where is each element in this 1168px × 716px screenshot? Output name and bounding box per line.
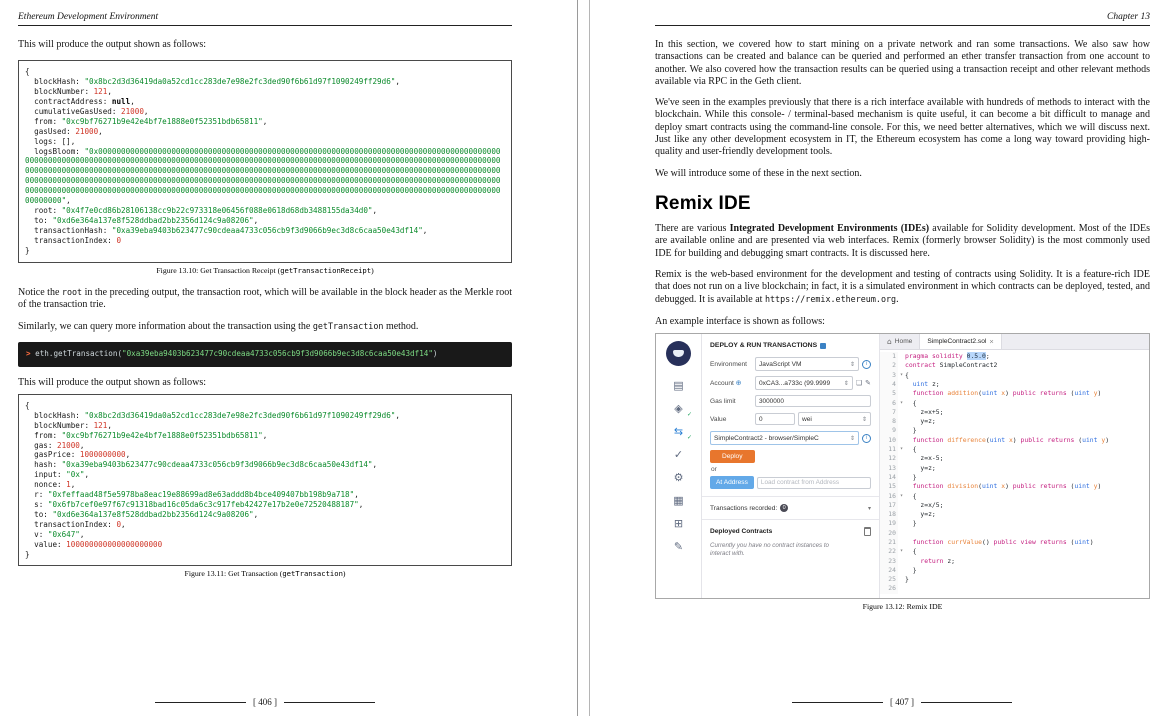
page-number-left xyxy=(155,697,375,707)
code-editor xyxy=(880,334,1149,598)
debugger-icon[interactable]: ⚙ xyxy=(673,471,684,485)
paragraph-produce-output-2: This will produce the output shown as follows: xyxy=(18,376,207,388)
editor-code-area[interactable]: 1 pragma solidity 0.5.0; 2 contract SimpleContract2 3 ▾ { 4 uint z; 5 function addition(uint x) public returns (uint y) 6 ▾ { 7 z=x+5; 8 y=z; 9 } 10 function difference(uint x) public returns (uint y) 11 ▾ { 12 z=x-5; 13 y=z; 14 } 15 function division(uint x) public returns (uint y) 16 ▾ { 17 z=x/5; 18 y=z; 19 } 20 21 function currValue() public view returns (uint) 22 ▾ { 23 return z; 24 } 25 } 26 xyxy=(880,350,1149,598)
figure-caption-13-12: Figure 13.12: Remix IDE xyxy=(862,602,943,612)
at-address-button[interactable]: At Address xyxy=(710,476,754,489)
page-number-text: [ 406 ] xyxy=(253,697,277,707)
value-label: Value xyxy=(710,415,727,423)
running-header-right: Chapter 13 xyxy=(655,12,1150,26)
panel-title-text: DEPLOY & RUN TRANSACTIONS xyxy=(710,342,818,350)
deployed-contracts-header xyxy=(710,527,871,536)
account-label-wrap xyxy=(710,379,752,387)
close-icon[interactable]: × xyxy=(989,337,994,347)
paragraph-similarly: Similarly, we can query more information about the transaction using the getTransaction method. xyxy=(18,321,419,333)
paragraph-produce-output-1: This will produce the output shown as follows: xyxy=(18,39,207,50)
value-input[interactable] xyxy=(755,413,795,425)
settings-icon[interactable]: ✎ xyxy=(673,540,684,554)
remix-logo xyxy=(666,341,691,366)
paragraph-example-interface: An example interface is shown as follows: xyxy=(655,315,825,327)
environment-select[interactable] xyxy=(755,357,859,371)
page-gutter-line xyxy=(577,0,578,716)
remix-icon-sidebar xyxy=(656,334,702,598)
paragraph-section-summary: In this section, we covered how to start mining on a private network and ran some transactions. We also saw how transactions can be created and balance can be queried and performed an ether transfer transaction from one account to another. We also covered how the transaction results can be queried using a transaction receipt and other relevant methods available via RPC in the Geth client. xyxy=(655,39,1150,87)
footer-rule xyxy=(921,702,1012,703)
solidity-compiler-icon[interactable]: ◈ ✓ xyxy=(674,402,692,419)
copy-account-icon[interactable]: ❏ xyxy=(855,379,863,388)
remix-ide-heading: Remix IDE xyxy=(655,192,751,214)
plugin-box-icon xyxy=(820,343,826,349)
account-label: Account xyxy=(710,380,734,388)
unit-testing-icon[interactable]: ✓ xyxy=(673,448,684,462)
paragraph-remix-description: Remix is the web-based environment for the development and testing of contracts using Solidity. It is a feature-rich IDE that does not run on a live blockchain; in fact, it is a simulated environment in which contracts can be deployed, tested, and debugged. It is available at https://remix.ethereum.org. xyxy=(655,268,1150,306)
create-account-icon[interactable]: ⊕ xyxy=(735,380,742,388)
at-address-input[interactable] xyxy=(757,477,871,489)
tab-simplecontract2[interactable] xyxy=(920,334,1001,349)
account-value: 0xCA3...a733c (99.9999 xyxy=(759,379,831,387)
updown-arrows-icon: ⇕ xyxy=(843,380,849,387)
paragraph-rich-interface: We've seen in the examples previously that there is a rich interface available with hundreds of methods to interact with the blockchain. While this console- / terminal-based mechanism is quite useful, it can become a bit difficult to manage and deploy smart contracts using the command-line console. For this, we need better alternatives, which we will discuss next. Just like any other development ecosystem in IT, the Ethereum ecosystem has come a long way toward providing high-quality and user-friendly development tools. xyxy=(655,97,1150,158)
info-icon[interactable]: i xyxy=(862,434,871,443)
transactions-recorded-label: Transactions recorded: xyxy=(710,504,778,512)
value-unit-select[interactable] xyxy=(798,412,871,426)
account-select[interactable] xyxy=(755,376,853,390)
paragraph-introduce-next: We will introduce some of these in the next section. xyxy=(655,167,862,179)
tab-file-label: SimpleContract2.sol xyxy=(927,338,987,346)
panel-title xyxy=(710,342,871,349)
transactions-recorded-row[interactable] xyxy=(710,504,871,512)
console-command-gettransaction: > eth.getTransaction("0xa39eba9403b623477c90cdeaa4733c056cb9f3d9066b9ec3d8c6caa50e43df14") xyxy=(18,342,512,366)
page-gutter-line xyxy=(589,0,590,716)
sidebar-icon-column xyxy=(656,374,701,558)
analysis-icon[interactable]: ▦ xyxy=(673,494,684,508)
footer-rule xyxy=(792,702,883,703)
empty-state-text: Currently you have no contract instances to interact with. xyxy=(710,542,830,558)
plugin-manager-icon[interactable]: ⊞ xyxy=(673,517,684,531)
remix-screenshot xyxy=(655,333,1150,599)
contract-select[interactable] xyxy=(710,431,859,445)
page-number-text: [ 407 ] xyxy=(890,697,914,707)
updown-arrows-icon: ⇕ xyxy=(861,416,867,423)
info-icon[interactable]: i xyxy=(862,360,871,369)
deploy-button[interactable]: Deploy xyxy=(710,450,755,463)
updown-arrows-icon: ⇕ xyxy=(849,435,855,442)
contract-value: SimpleContract2 - browser/SimpleC xyxy=(714,434,819,442)
deployed-contracts-label: Deployed Contracts xyxy=(710,528,773,536)
page-number-right xyxy=(792,697,1012,707)
gas-limit-label: Gas limit xyxy=(710,397,736,405)
deploy-run-icon[interactable]: ⇆ ✓ xyxy=(673,425,692,442)
chevron-down-icon[interactable]: ▾ xyxy=(867,505,871,512)
trash-icon[interactable] xyxy=(864,527,871,536)
gas-limit-input[interactable] xyxy=(755,395,871,407)
tx-count-badge: 0 xyxy=(780,504,788,512)
footer-rule xyxy=(155,702,246,703)
tab-home[interactable] xyxy=(880,334,920,349)
deploy-run-panel xyxy=(702,334,880,598)
tab-home-label: Home xyxy=(894,338,913,346)
footer-rule xyxy=(284,702,375,703)
home-icon: ⌂ xyxy=(887,337,892,347)
panel-divider xyxy=(702,496,879,497)
figure-caption-13-10: Figure 13.10: Get Transaction Receipt (getTransactionReceipt) xyxy=(156,265,374,275)
figure-caption-13-11: Figure 13.11: Get Transaction (getTransaction) xyxy=(184,569,346,579)
left-page xyxy=(0,0,576,716)
right-page xyxy=(592,0,1168,716)
paragraph-notice-root: Notice the root in the preceding output, the transaction root, which will be available in the block header as the Merkle root of the transaction trie. xyxy=(18,286,513,310)
environment-label: Environment xyxy=(710,360,748,368)
or-text: or xyxy=(711,466,717,474)
environment-value: JavaScript VM xyxy=(759,360,802,368)
sign-message-icon[interactable]: ✎ xyxy=(865,379,871,388)
updown-arrows-icon: ⇕ xyxy=(849,361,855,368)
file-explorer-icon[interactable]: ▤ xyxy=(673,379,684,393)
editor-tabbar xyxy=(880,334,1149,350)
value-unit: wei xyxy=(802,415,812,423)
panel-divider xyxy=(702,519,879,520)
code-figure-transaction-receipt: { blockHash: "0x8bc2d3d36419da0a52cd1cc283de7e98e2fc3ded90f6b61d97f1090249ff29d6", blockNumber: 121, contractAddress: null, cumulativeGasUsed: 21000, from: "0xc9bf76271b9e42e4bf7e1888e0f52351bdb65811", gasUsed: 21000, logs: [], logsBloom: "0x00000000000000000000000000000000000000000000000000000000000000000000000000000000000000000000000000000000000000000000000000000000000000000000000000000000000000000000000000000000000000000000000000000000000000000000000000000000000000000000000000000000000000000000000000000000000000000000000000000000000000000000000000000000000000000000000000000000000000000000000000000000000000000000000000000000000000000000000000000000000000000000000000000000000000000000000000000000000000000000000000000000000000000000000000000000", root: "0x4f7e0cd86b28106138cc9b22c973318e06456f088e0618d68db3488155da34d0", to: "0xd6e364a137e8f528ddbad2bb2356d124c9a08206", transactionHash: "0xa39eba9403b623477c90cdeaa4733c056cb9f3d9066b9ec3d8c6caa50e43df14", transactionIndex: 0 } xyxy=(18,60,512,262)
running-header-left: Ethereum Development Environment xyxy=(18,12,512,26)
paragraph-ides: There are various Integrated Development Environments (IDEs) available for Solidity development. Most of the IDEs are available online and are presented via web interfaces. Remix (formerly browser Solidity) is the most commonly used IDE for building and debugging smart contracts. It is discussed here. xyxy=(655,222,1151,259)
code-figure-get-transaction: { blockHash: "0x8bc2d3d36419da0a52cd1cc283de7e98e2fc3ded90f6b61d97f1090249ff29d6", blockNumber: 121, from: "0xc9bf76271b9e42e4bf7e1888e0f52351bdb65811", gas: 21000, gasPrice: 1000000000, hash: "0xa39eba9403b623477c90cdeaa4733c056cb9f3d9066b9ec3d8c6caa50e43df14", input: "0x", nonce: 1, r: "0xfeffaad48f5e5978ba8eac19e88699ad8e63addd8b4bce409407bb198b9a718", s: "0x6fb7cef0e97f67c91318bad16c05da6c3c917feb42427e17b2e0e72520488187", to: "0xd6e364a137e8f528ddbad2bb2356d124c9a08206", transactionIndex: 0, v: "0x647", value: 100000000000000000000 } xyxy=(18,394,512,567)
